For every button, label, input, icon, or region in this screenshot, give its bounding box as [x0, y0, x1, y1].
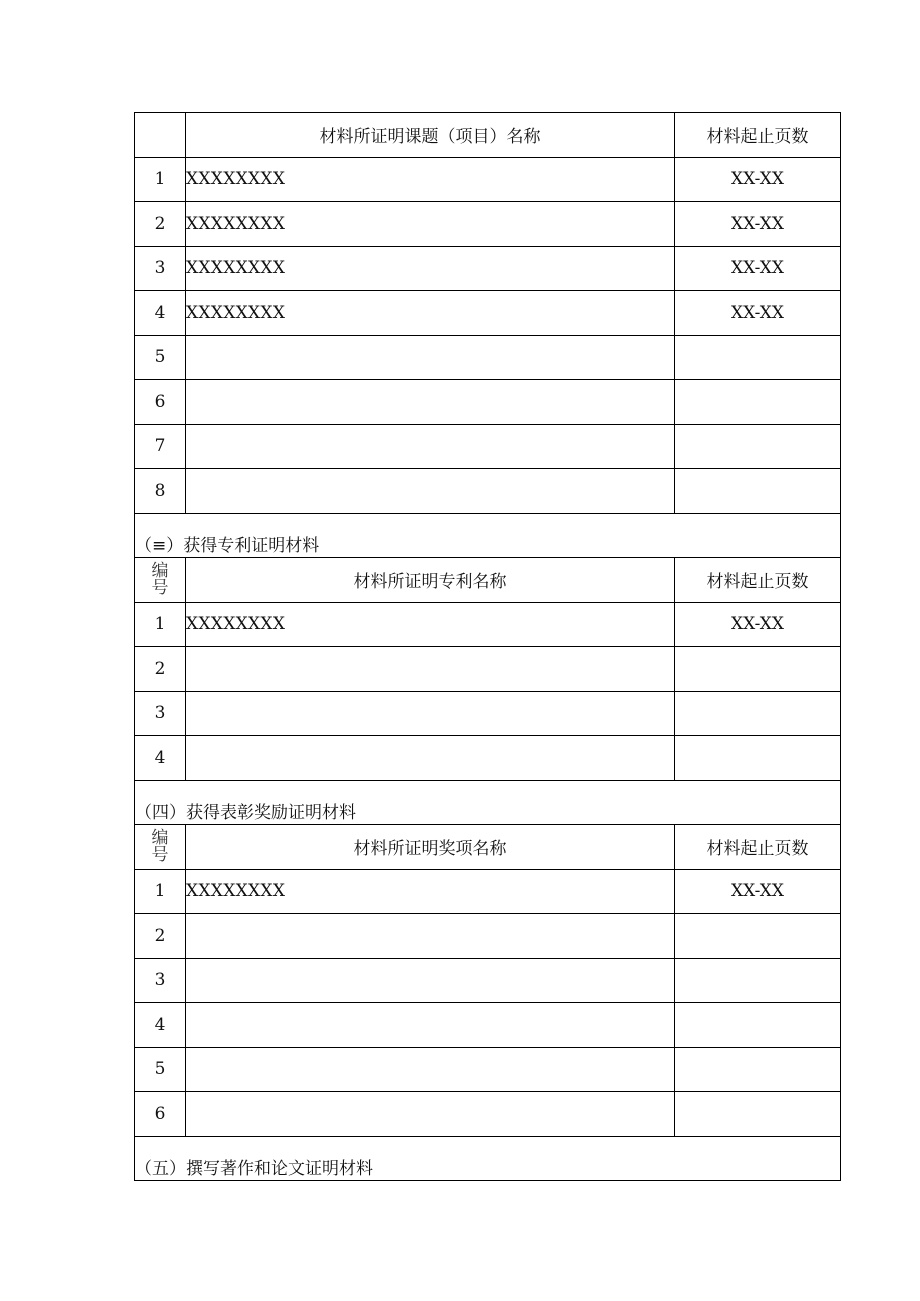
- row-pages-field[interactable]: XX-XX: [675, 157, 841, 202]
- row-pages-field[interactable]: [675, 335, 841, 380]
- table-row: [135, 202, 841, 247]
- row-name-field[interactable]: [186, 736, 675, 781]
- header-pages-cell: 材料起止页数: [675, 113, 841, 158]
- row-number: 5: [135, 335, 186, 380]
- table-row: [135, 1047, 841, 1092]
- row-number: 4: [135, 1003, 186, 1048]
- code-label-top: 编: [151, 827, 169, 848]
- section-title-row: [135, 513, 841, 558]
- table-header-row: [135, 825, 841, 870]
- header-code-cell: [135, 825, 186, 870]
- code-label-bottom: 号: [151, 577, 169, 598]
- row-name-field[interactable]: [186, 958, 675, 1003]
- row-name-field[interactable]: [186, 424, 675, 469]
- row-name-field[interactable]: [186, 469, 675, 514]
- table-row: [135, 335, 841, 380]
- code-label-bottom: 号: [151, 844, 169, 865]
- header-pages-cell: 材料起止页数: [675, 558, 841, 603]
- row-name-field[interactable]: XXXXXXXX: [186, 291, 675, 336]
- row-name-field[interactable]: [186, 914, 675, 959]
- row-pages-field[interactable]: [675, 958, 841, 1003]
- row-name-field[interactable]: [186, 1003, 675, 1048]
- materials-table: [134, 112, 841, 1181]
- row-pages-field[interactable]: [675, 1047, 841, 1092]
- row-number: 7: [135, 424, 186, 469]
- table-row: [135, 1092, 841, 1137]
- row-number: 2: [135, 914, 186, 959]
- row-name-field[interactable]: [186, 647, 675, 692]
- row-pages-field[interactable]: [675, 647, 841, 692]
- row-pages-field[interactable]: [675, 469, 841, 514]
- table-row: [135, 958, 841, 1003]
- row-name-field[interactable]: XXXXXXXX: [186, 246, 675, 291]
- header-name-cell: 材料所证明课题（项目）名称: [186, 113, 675, 158]
- row-pages-field[interactable]: [675, 914, 841, 959]
- row-number: 1: [135, 869, 186, 914]
- table-row: [135, 157, 841, 202]
- table-row: [135, 647, 841, 692]
- row-pages-field[interactable]: XX-XX: [675, 869, 841, 914]
- code-label-top: 编: [151, 560, 169, 581]
- row-pages-field[interactable]: [675, 380, 841, 425]
- table-row: [135, 914, 841, 959]
- row-number: 3: [135, 691, 186, 736]
- section-title-patent: （≡）获得专利证明材料: [135, 536, 320, 556]
- row-number: 5: [135, 1047, 186, 1092]
- row-number: 1: [135, 157, 186, 202]
- row-number: 3: [135, 246, 186, 291]
- row-pages-field[interactable]: [675, 1092, 841, 1137]
- table-row: [135, 380, 841, 425]
- row-name-field[interactable]: [186, 1047, 675, 1092]
- row-number: 4: [135, 736, 186, 781]
- section-title-publications: （五）撰写著作和论文证明材料: [135, 1159, 373, 1179]
- row-name-field[interactable]: [186, 380, 675, 425]
- row-number: 8: [135, 469, 186, 514]
- row-number: 6: [135, 380, 186, 425]
- row-name-field[interactable]: [186, 1092, 675, 1137]
- table-header-row: [135, 558, 841, 603]
- row-pages-field[interactable]: [675, 736, 841, 781]
- row-pages-field[interactable]: [675, 691, 841, 736]
- table-header-row: [135, 113, 841, 158]
- row-name-field[interactable]: [186, 335, 675, 380]
- section-title-row: [135, 780, 841, 825]
- header-pages-cell: 材料起止页数: [675, 825, 841, 870]
- table-row: [135, 1003, 841, 1048]
- section-title-awards: （四）获得表彰奖励证明材料: [135, 803, 356, 823]
- row-number: 2: [135, 202, 186, 247]
- row-pages-field[interactable]: XX-XX: [675, 202, 841, 247]
- row-number: 2: [135, 647, 186, 692]
- row-name-field[interactable]: XXXXXXXX: [186, 869, 675, 914]
- row-number: 1: [135, 602, 186, 647]
- row-name-field[interactable]: XXXXXXXX: [186, 602, 675, 647]
- header-name-cell: 材料所证明专利名称: [186, 558, 675, 603]
- table-row: [135, 246, 841, 291]
- row-name-field[interactable]: XXXXXXXX: [186, 157, 675, 202]
- row-number: 4: [135, 291, 186, 336]
- table-row: [135, 691, 841, 736]
- table-row: [135, 736, 841, 781]
- header-name-cell: 材料所证明奖项名称: [186, 825, 675, 870]
- row-name-field[interactable]: XXXXXXXX: [186, 202, 675, 247]
- section-title-row: [135, 1136, 841, 1181]
- table-row: [135, 602, 841, 647]
- header-code-cell: [135, 113, 186, 158]
- table-row: [135, 469, 841, 514]
- row-pages-field[interactable]: XX-XX: [675, 246, 841, 291]
- row-pages-field[interactable]: [675, 1003, 841, 1048]
- header-code-cell: [135, 558, 186, 603]
- row-pages-field[interactable]: XX-XX: [675, 602, 841, 647]
- row-number: 3: [135, 958, 186, 1003]
- row-name-field[interactable]: [186, 691, 675, 736]
- table-row: [135, 869, 841, 914]
- table-row: [135, 424, 841, 469]
- table-row: [135, 291, 841, 336]
- row-number: 6: [135, 1092, 186, 1137]
- row-pages-field[interactable]: [675, 424, 841, 469]
- row-pages-field[interactable]: XX-XX: [675, 291, 841, 336]
